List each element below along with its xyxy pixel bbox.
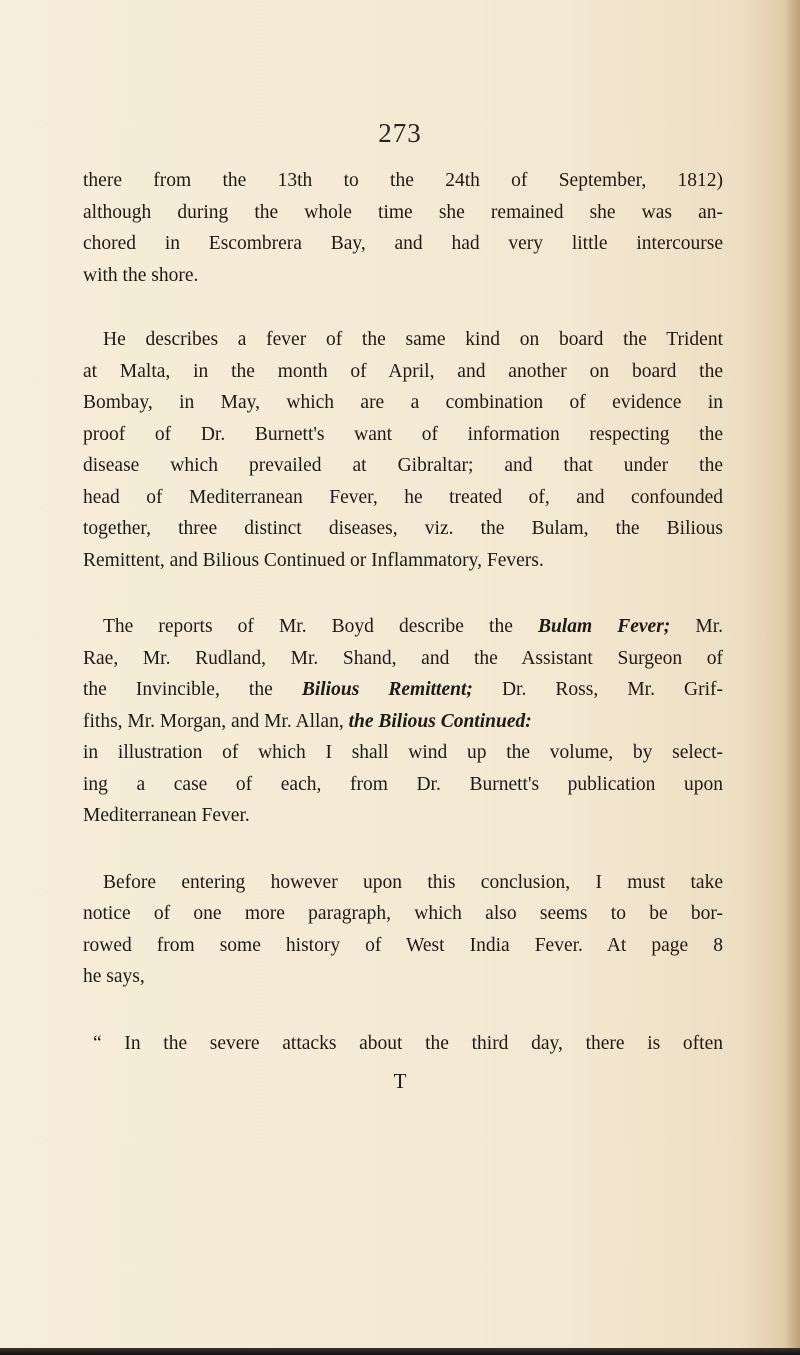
text-line: ing a case of each, from Dr. Burnett's publication upon <box>83 773 723 795</box>
italic-term: the Bilious Continued: <box>348 710 532 732</box>
text-line: Mediterranean Fever. <box>83 805 250 826</box>
text-line: together, three distinct diseases, viz. the Bulam, the Bilious <box>83 518 723 539</box>
text-line: He describes a fever of the same kind on board the Trident <box>103 329 723 350</box>
quote-paragraph <box>83 1028 723 1060</box>
text-line: proof of Dr. Burnett's want of information respecting the <box>83 423 723 445</box>
text-line: at Malta, in the month of April, and another on board the <box>83 360 723 382</box>
text-line: Rae, Mr. Rudland, Mr. Shand, and the Assistant Surgeon of <box>83 647 723 669</box>
text-line: rowed from some history of West India Fever. At page 8 <box>83 934 723 956</box>
italic-term: Bulam Fever; <box>537 616 671 637</box>
text-line: Remittent, and Bilious Continued or Inflammatory, Fevers. <box>83 549 544 571</box>
text-line-mixed <box>83 706 723 738</box>
text-run: Dr. Ross, Mr. Grif- <box>472 679 724 700</box>
text-line: head of Mediterranean Fever, he treated of, and confounded <box>83 486 723 508</box>
text-line: although during the whole time she remained she was an- <box>83 201 723 223</box>
text-line-mixed <box>83 674 723 706</box>
paragraph-1 <box>83 165 723 291</box>
text-line: “ In the severe attacks about the third day, there is often <box>93 1032 723 1054</box>
text-line: in illustration of which I shall wind up the volume, by select- <box>83 742 723 763</box>
body-text <box>83 165 723 1059</box>
paragraph-2 <box>83 324 723 576</box>
text-line: disease which prevailed at Gibraltar; and that under the <box>83 455 723 476</box>
text-line: with the shore. <box>83 264 199 286</box>
page-number: 273 <box>378 118 422 148</box>
text-line: notice of one more paragraph, which also seems to be bor- <box>83 903 723 924</box>
text-run: fiths, Mr. Morgan, and Mr. Allan, <box>83 710 349 732</box>
paragraph-3 <box>83 611 723 832</box>
bottom-edge <box>0 1348 800 1355</box>
text-line: Before entering however upon this conclusion, I must take <box>103 871 723 893</box>
text-run: The reports of Mr. Boyd describe the <box>103 616 538 637</box>
italic-term: Bilious Remittent; <box>301 679 473 700</box>
text-line: chored in Escombrera Bay, and had very little intercourse <box>83 233 723 254</box>
paragraph-4 <box>83 867 723 993</box>
text-run: Mr. <box>670 616 723 637</box>
text-run: the Invincible, the <box>83 679 302 700</box>
text-line: Bombay, in May, which are a combination of evidence in <box>83 392 723 413</box>
text-line: he says, <box>83 966 145 987</box>
page-edge-shadow <box>784 0 800 1355</box>
text-line-mixed <box>83 611 723 643</box>
text-line: there from the 13th to the 24th of September, 1812) <box>83 170 723 191</box>
catchword: T <box>393 1069 407 1093</box>
